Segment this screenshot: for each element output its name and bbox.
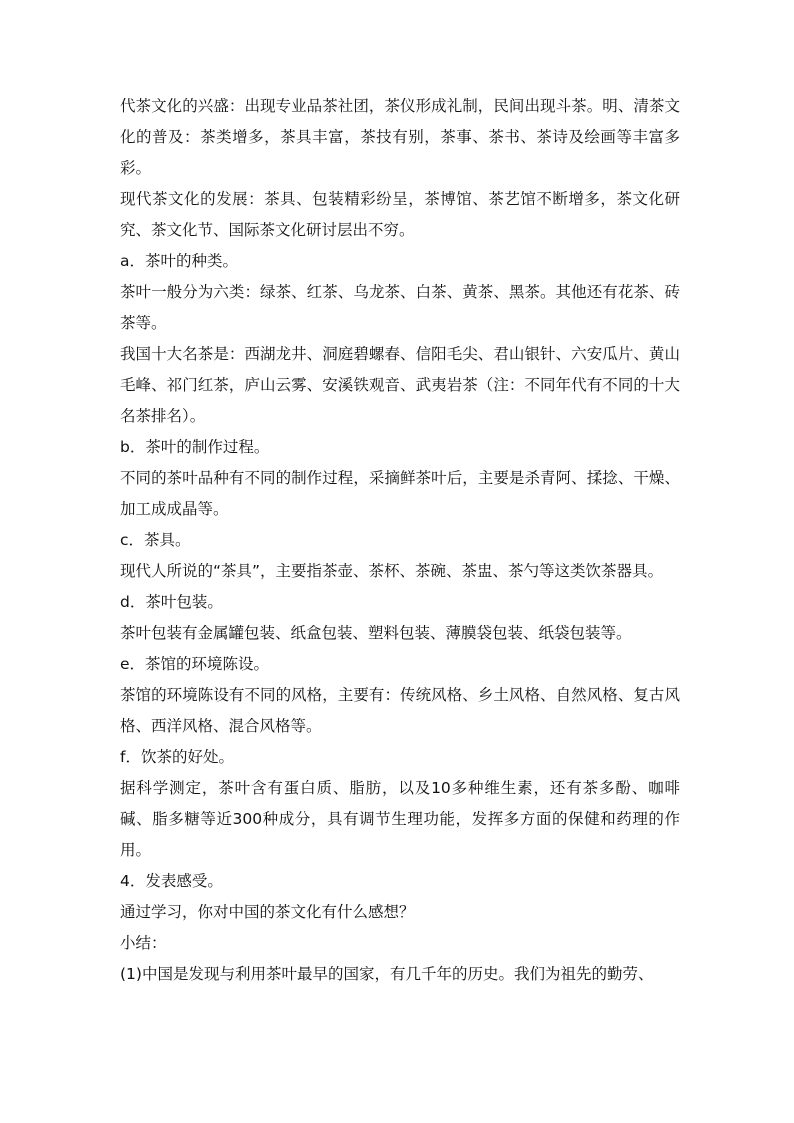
paragraph-question: 通过学习，你对中国的茶文化有什么感想？ bbox=[120, 903, 415, 921]
heading-summary: 小结： bbox=[120, 934, 167, 952]
heading-tea-benefits: f．饮茶的好处。 bbox=[120, 748, 234, 766]
heading-tea-production: b．茶叶的制作过程。 bbox=[120, 438, 270, 456]
heading-tea-packaging: d．茶叶包装。 bbox=[120, 593, 223, 611]
paragraph-summary-1: (1)中国是发现与利用茶叶最早的国家，有几千年的历史。我们为祖先的勤劳、 bbox=[120, 965, 654, 983]
paragraph-ten-famous-teas: 我国十大名茶是：西湖龙井、洞庭碧螺春、信阳毛尖、君山银针、六安瓜片、黄山毛峰、祁门红茶，庐山云雾、安溪铁观音、武夷岩茶（注：不同年代有不同的十大名茶排名）。 bbox=[120, 345, 680, 425]
paragraph-tea-production: 不同的茶叶品种有不同的制作过程，采摘鲜茶叶后，主要是杀青阿、揉捻、干燥、加工成成晶等。 bbox=[120, 469, 680, 518]
heading-share-feelings: 4．发表感受。 bbox=[120, 872, 223, 890]
heading-tea-ware: c．茶具。 bbox=[120, 531, 191, 549]
document-page bbox=[120, 91, 680, 990]
paragraph-teahouse-decor: 茶馆的环境陈设有不同的风格，主要有：传统风格、乡土风格、自然风格、复古风格、西洋风格、混合风格等。 bbox=[120, 686, 680, 735]
paragraph-six-tea-types: 茶叶一般分为六类：绿茶、红茶、乌龙茶、白茶、黄茶、黑茶。其他还有花茶、砖茶等。 bbox=[120, 283, 680, 332]
paragraph-tang-song-ming-qing: 代茶文化的兴盛：出现专业品茶社团，茶仪形成礼制，民间出现斗茶。明、清茶文化的普及：茶类增多，茶具丰富，茶技有别，茶事、茶书、茶诗及绘画等丰富多彩。 bbox=[120, 97, 680, 177]
paragraph-modern-tea-culture: 现代茶文化的发展：茶具、包装精彩纷呈，茶博馆、茶艺馆不断增多，茶文化研究、茶文化节、国际茶文化研讨层出不穷。 bbox=[120, 190, 680, 239]
paragraph-tea-benefits: 据科学测定，茶叶含有蛋白质、脂肪，以及10多种维生素，还有茶多酚、咖啡碱、脂多糖等近300种成分，具有调节生理功能，发挥多方面的保健和药理的作用。 bbox=[120, 779, 680, 859]
paragraph-tea-packaging: 茶叶包装有金属罐包装、纸盒包装、塑料包装、薄膜袋包装、纸袋包装等。 bbox=[120, 624, 632, 642]
heading-tea-types: a．茶叶的种类。 bbox=[120, 252, 238, 270]
heading-teahouse-decor: e．茶馆的环境陈设。 bbox=[120, 655, 270, 673]
paragraph-tea-ware: 现代人所说的“茶具”，主要指茶壶、茶杯、茶碗、茶盅、茶勺等这类饮茶器具。 bbox=[120, 562, 664, 580]
